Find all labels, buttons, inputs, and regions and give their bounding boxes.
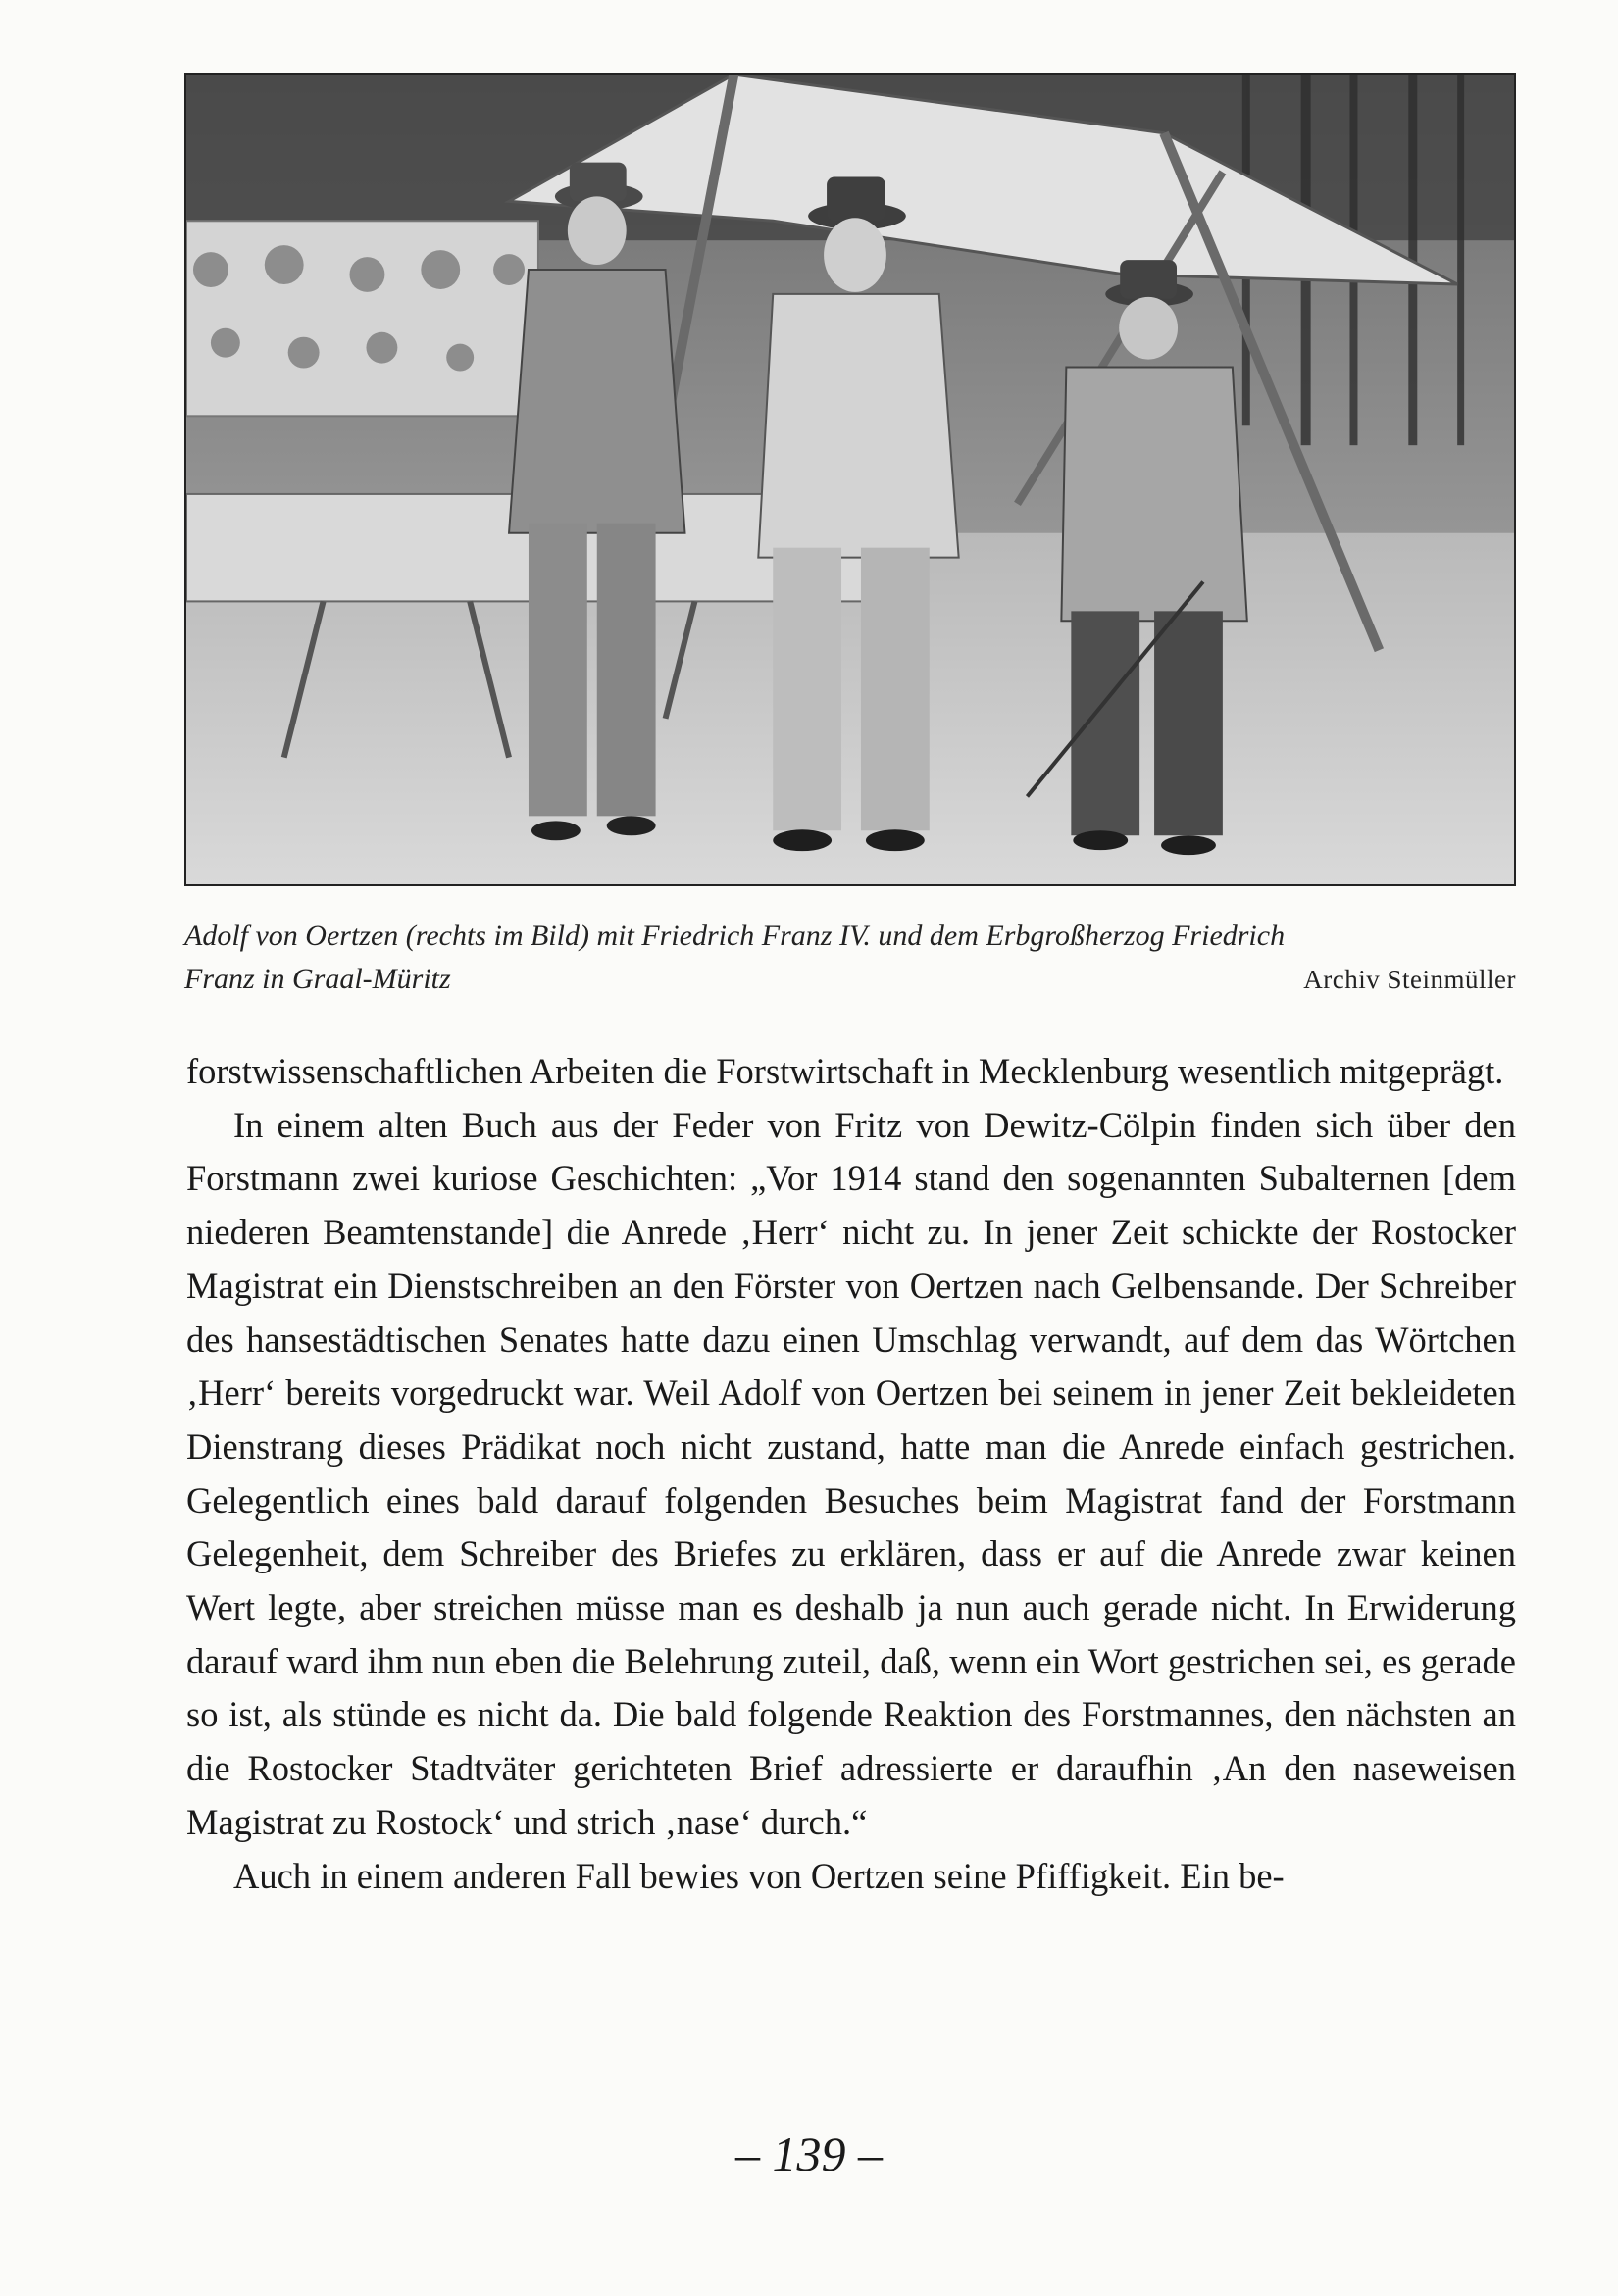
caption-line-1: Adolf von Oertzen (rechts im Bild) mit Friedrich Franz IV. und dem Erbgroßherzog Friedrich [184, 920, 1286, 952]
paragraph-3: Auch in einem anderen Fall bewies von Oertzen seine Pfiffigkeit. Ein be- [233, 1855, 1285, 1896]
photo-caption [184, 915, 1516, 1001]
paragraph-2: In einem alten Buch aus der Feder von Fritz von Dewitz-Cölpin finden sich über den Forstmann zwei kuriose Geschichten: „Vor 1914 stand den sogenannten Subalternen [dem niederen Beamtenstande] die Anrede ‚Herr‘ nicht zu. In jener Zeit schickte der Rostocker Magistrat ein Dienstschreiben an den Förster von Oertzen nach Gelbensande. Der Schreiber des hansestädtischen Senates hatte dazu einen Umschlag verwandt, auf dem das Wörtchen ‚Herr‘ bereits vorgedruckt war. Weil Adolf von Oertzen bei seinem in jener Zeit bekleideten Dienstrang dieses Prädikat noch nicht zustand, hatte man die Anrede einfach gestrichen. Gelegentlich eines bald darauf folgenden Besuches beim Magistrat fand der Forstmann Gelegenheit, dem Schreiber des Briefes zu erklären, dass er auf die Anrede zwar keinen Wert legte, aber streichen müsse man es deshalb ja nun auch gerade nicht. In Erwiderung darauf ward ihm nun eben die Belehrung zuteil, daß, wenn ein Wort gestrichen sei, es gerade so ist, als stünde es nicht da. Die bald folgende Reaktion des Forstmannes, den nächsten an die Rostocker Stadtväter gerichteten Brief adressierte er daraufhin ‚An den naseweisen Magistrat zu Rostock‘ und strich ‚nase‘ durch.“ [186, 1104, 1516, 1842]
page-number: – 139 – [735, 2126, 883, 2181]
paragraph-1: forstwissenschaftlichen Arbeiten die Forstwirtschaft in Mecklenburg wesentlich mitgeprägt. [186, 1051, 1504, 1091]
caption-line-2-row [184, 958, 1516, 1001]
historical-photo-three-men-icon [186, 75, 1514, 884]
body-text [186, 1045, 1516, 1903]
photo-credit: Archiv Steinmüller [1303, 965, 1516, 994]
caption-line-2: Franz in Graal-Müritz [184, 963, 451, 995]
historical-photo [184, 73, 1516, 886]
